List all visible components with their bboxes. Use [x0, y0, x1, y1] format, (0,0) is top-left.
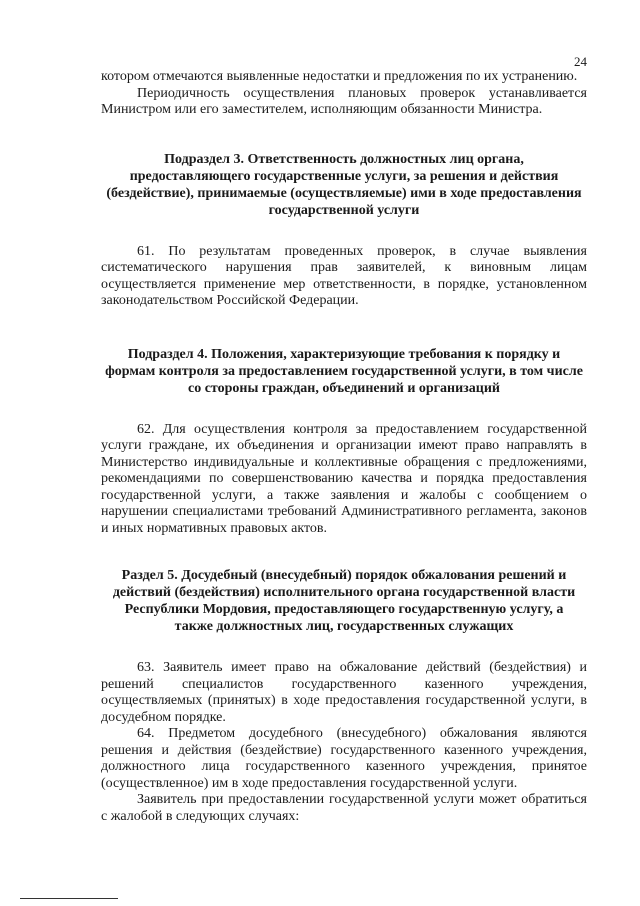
- paragraph-64: 64. Предметом досудебного (внесудебного) обжалования являются решения и действия (бездействие) государственного казенного учреждения, должностного лица государственного казенного учреждения, принятое (осуществленное) им в ходе предоставления государственной услуги.: [101, 726, 587, 791]
- paragraph-periodicity: Периодичность осуществления плановых проверок устанавливается Министром или его заместителем, исполняющим обязанности Министра.: [101, 85, 587, 117]
- spacer: [101, 397, 587, 422]
- paragraph-applicant: Заявитель при предоставлении государственной услуги может обратиться с жалобой в следующих случаях:: [101, 792, 587, 824]
- spacer: [101, 537, 587, 567]
- heading-section-5: Раздел 5. Досудебный (внесудебный) порядок обжалования решений и действий (бездействия) исполнительного органа государственной власти Республики Мордовия, предоставляющего государственную услугу, а также должностных лиц, государственных служащих: [112, 568, 576, 634]
- footnote-rule: [20, 898, 118, 899]
- heading-subsection-3: Подраздел 3. Ответственность должностных лиц органа, предоставляющего государственные услуги, за решения и действия (бездействие), принимаемые (осуществляемые) ими в ходе предоставления государственной услуги: [106, 151, 582, 218]
- paragraph-continuation: котором отмечаются выявленные недостатки и предложения по их устранению.: [101, 69, 578, 84]
- spacer: [101, 635, 587, 660]
- spacer: [101, 310, 587, 346]
- heading-subsection-4: Подраздел 4. Положения, характеризующие требования к порядку и формам контроля за предоставлением государственной услуги, в том числе со стороны граждан, объединений и организаций: [105, 346, 583, 396]
- spacer: [101, 119, 587, 151]
- paragraph-61: 61. По результатам проведенных проверок, в случае выявления систематического нарушения прав заявителей, к виновным лицам осуществляется применение мер ответственности, в порядке, установленном законодательством Российской Федерации.: [101, 243, 587, 308]
- document-body: [101, 69, 587, 825]
- paragraph-62: 62. Для осуществления контроля за предоставлением государственной услуги граждане, их объединения и организации имеют право направлять в Министерство индивидуальные и коллективные обращения с предложениями, рекомендациями по совершенствованию качества и порядка предоставления государственной услуги, а также заявления и жалобы с сообщением о нарушении специалистами требований Административного регламента, законов и иных нормативных правовых актов.: [101, 421, 587, 536]
- spacer: [101, 219, 587, 244]
- page-number: 24: [574, 54, 587, 69]
- paragraph-63: 63. Заявитель имеет право на обжалование действий (бездействия) и решений специалистов государственного казенного учреждения, осуществляемых (принятых) в ходе предоставления государственной услуги, в досудебном порядке.: [101, 660, 587, 725]
